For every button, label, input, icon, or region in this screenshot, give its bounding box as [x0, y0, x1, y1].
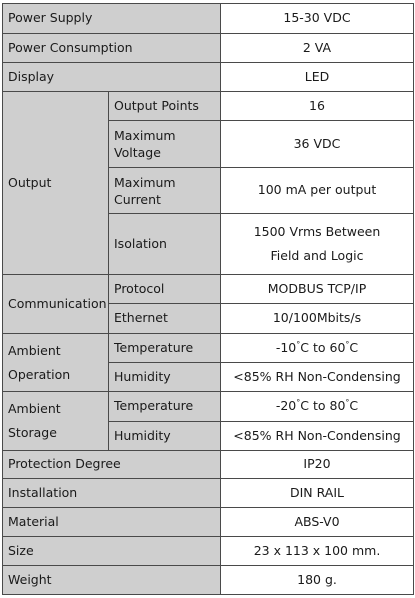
storage-temperature-value	[221, 392, 414, 422]
power-consumption-value: 2 VA	[221, 34, 414, 63]
ethernet-label: Ethernet	[109, 304, 221, 334]
max-current-label-line1: Maximum	[114, 174, 176, 190]
size-value: 23 x 113 x 100 mm.	[221, 537, 414, 566]
ambient-operation-line1: Ambient	[8, 342, 61, 358]
ambient-operation-label	[3, 334, 109, 392]
storage-temp-min: -20	[275, 398, 297, 414]
row-power-consumption	[3, 34, 414, 63]
installation-label: Installation	[3, 479, 221, 508]
size-label: Size	[3, 537, 221, 566]
storage-humidity-value: <85% RH Non-Condensing	[221, 422, 414, 451]
row-material	[3, 508, 414, 537]
power-supply-label: Power Supply	[3, 4, 221, 34]
isolation-value-line1: 1500 Vrms Between	[253, 224, 381, 239]
operation-temp-min: -10	[275, 339, 297, 355]
protocol-label: Protocol	[109, 275, 221, 304]
operation-temperature-label: Temperature	[109, 334, 221, 363]
row-installation	[3, 479, 414, 508]
output-points-value: 16	[221, 92, 414, 121]
row-protection	[3, 451, 414, 479]
installation-value: DIN RAIL	[221, 479, 414, 508]
protection-label: Protection Degree	[3, 451, 221, 479]
isolation-label: Isolation	[109, 214, 221, 275]
ambient-storage-label	[3, 392, 109, 451]
protocol-value: MODBUS TCP/IP	[221, 275, 414, 304]
max-current-label	[109, 168, 221, 214]
isolation-value	[221, 214, 414, 275]
max-voltage-label-line2: Voltage	[114, 145, 161, 160]
communication-group-label: Communication	[3, 275, 109, 334]
max-current-value: 100 mA per output	[221, 168, 414, 214]
ambient-storage-line2: Storage	[8, 425, 57, 440]
degree-symbol: °	[296, 398, 301, 408]
storage-humidity-label: Humidity	[109, 422, 221, 451]
degree-symbol: °	[296, 339, 301, 349]
row-storage-temperature	[3, 392, 414, 422]
isolation-value-line2: Field and Logic	[270, 248, 364, 263]
storage-temp-to: C to 80	[300, 398, 346, 414]
degree-symbol: °	[345, 398, 350, 408]
max-voltage-value: 36 VDC	[221, 121, 414, 168]
operation-temperature-value	[221, 334, 414, 363]
material-label: Material	[3, 508, 221, 537]
max-current-label-line2: Current	[114, 191, 161, 207]
ambient-storage-line1: Ambient	[8, 401, 61, 416]
row-output-points	[3, 92, 414, 121]
output-group-label: Output	[3, 92, 109, 275]
weight-value: 180 g.	[221, 566, 414, 595]
output-points-label: Output Points	[109, 92, 221, 121]
ethernet-value: 10/100Mbits/s	[221, 304, 414, 334]
row-operation-temperature	[3, 334, 414, 363]
operation-humidity-value: <85% RH Non-Condensing	[221, 363, 414, 392]
row-weight	[3, 566, 414, 595]
storage-temp-unit: C	[349, 398, 359, 414]
material-value: ABS-V0	[221, 508, 414, 537]
power-supply-value: 15-30 VDC	[221, 4, 414, 34]
row-protocol	[3, 275, 414, 304]
operation-temp-unit: C	[349, 339, 359, 355]
operation-humidity-label: Humidity	[109, 363, 221, 392]
spec-table	[2, 3, 414, 595]
power-consumption-label: Power Consumption	[3, 34, 221, 63]
weight-label: Weight	[3, 566, 221, 595]
display-value: LED	[221, 63, 414, 92]
row-display	[3, 63, 414, 92]
max-voltage-label-line1: Maximum	[114, 128, 176, 143]
ambient-operation-line2: Operation	[8, 366, 71, 382]
display-label: Display	[3, 63, 221, 92]
row-size	[3, 537, 414, 566]
protection-value: IP20	[221, 451, 414, 479]
degree-symbol: °	[345, 339, 350, 349]
storage-temperature-label: Temperature	[109, 392, 221, 422]
max-voltage-label	[109, 121, 221, 168]
operation-temp-to: C to 60	[300, 339, 346, 355]
row-power-supply	[3, 4, 414, 34]
